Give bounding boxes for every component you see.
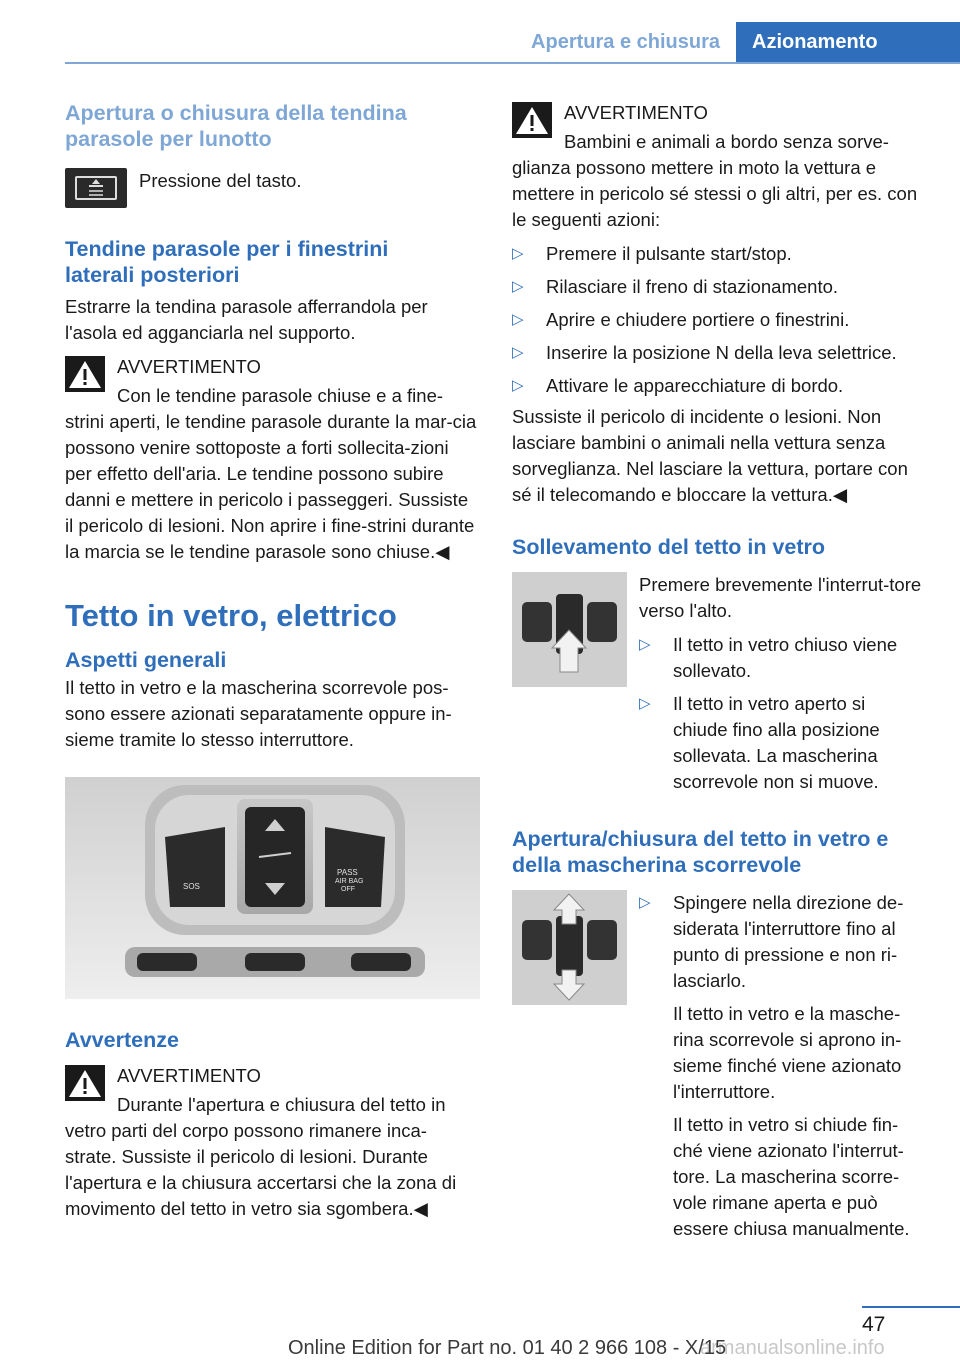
photo-sos-label: SOS: [183, 882, 200, 891]
warning-2-title: AVVERTIMENTO: [117, 1065, 261, 1086]
warning-triangle-icon: [512, 102, 552, 138]
warning-2-text: Durante l'apertura e chiusura del tetto in vetro parti del corpo possono rimanere inca-strate. Sussiste il pericolo di lesioni. Durante l'apertura e la chiusura accertarsi che la zona di movimento del tetto in vetro sia sgombera.◀: [65, 1094, 457, 1219]
page-number: 47: [862, 1313, 886, 1336]
risk-text: Sussiste il pericolo di incidente o lesioni. Non lasciare bambini o animali nella vettura senza sorveglianza. Nel lasciare la vettura, portare con sé il telecomando e bloccare la vettura.◀: [512, 406, 908, 505]
warning-3-text: Bambini e animali a bordo senza sorve-glianza possono mettere in moto la vettura e mettere in pericolo sé stessi o gli altri, per es. con le seguenti azioni:: [512, 131, 918, 230]
header-rule: [65, 62, 960, 64]
warning-triangle-icon: [65, 1065, 105, 1101]
list-item: ▷ Spingere nella direzione de-siderata l'interruttore fino al punto di pressione e non ri-lasciarlo.: [639, 892, 904, 991]
heading-glass-roof: Tetto in vetro, elettrico: [65, 598, 397, 633]
close-text: Il tetto in vetro si chiude fin-ché viene azionato l'interrut-tore. La mascherina scorre-vole rimane aperta e può essere chiusa manualmente.: [673, 1114, 910, 1239]
roof-switch-photo: [65, 777, 480, 999]
warning-1-text: Con le tendine parasole chiuse e a fine-strini aperti, le tendine parasole durante la mar-cia possono venire sottoposte a forti sollecita-zioni per effetto dell'aria. Le tendine possono subire danni e mettere in pericolo i passeggeri. Sussiste il pericolo di lesioni. Non aprire i fine-strini durante la marcia se le tendine parasole sono chiuse.◀: [65, 385, 477, 562]
heading-rear-window-blind: Apertura o chiusura della tendina parasole per lunotto: [65, 101, 407, 151]
list-item: ▷ Il tetto in vetro chiuso viene sollevato.: [639, 634, 898, 681]
press-instruction: Pressione del tasto.: [139, 170, 302, 191]
general-aspects-text: Il tetto in vetro e la mascherina scorrevole pos-sono essere azionati separatamente oppure in-sieme tramite lo stesso interruttore.: [65, 677, 452, 750]
watermark: armanualsonline.info: [700, 1337, 885, 1359]
header-section-title: Apertura e chiusura: [531, 31, 720, 53]
footer-rule: [862, 1306, 960, 1308]
warning-1-title: AVVERTIMENTO: [117, 356, 261, 377]
heading-raise-roof: Sollevamento del tetto in vetro: [512, 535, 825, 559]
warning-block-2: [65, 1063, 478, 1222]
open-close-section: [512, 890, 924, 1242]
warning-block-3: [512, 100, 924, 233]
warning-block-1: [65, 354, 478, 565]
photo-pass-label: PASS: [337, 868, 358, 877]
side-blinds-text: Estrarre la tendina parasole afferrandola per l'asola ed agganciarla nel supporto.: [65, 296, 428, 343]
left-column: [65, 100, 478, 1222]
heading-open-close-roof: Apertura/chiusura del tetto in vetro e della mascherina scorrevole: [512, 827, 889, 877]
edition-text: Online Edition for Part no. 01 40 2 966 108 - X/15: [288, 1337, 727, 1359]
list-item: ▷ Rilasciare il freno di stazionamento.: [512, 276, 839, 297]
sunblind-button-icon: [65, 168, 127, 208]
warning-triangle-icon: [65, 356, 105, 392]
actions-list: [512, 241, 924, 399]
button-row: [65, 168, 478, 208]
heading-general-aspects: Aspetti generali: [65, 648, 227, 672]
open-close-list: [639, 890, 924, 994]
list-item: ▷ Attivare le apparecchiature di bordo.: [512, 375, 844, 396]
raise-roof-list: [639, 632, 924, 795]
heading-warnings: Avvertenze: [65, 1028, 179, 1052]
raise-roof-section: [512, 572, 924, 802]
raise-roof-instruction: Premere brevemente l'interrut-tore verso l'alto.: [639, 574, 922, 621]
open-text: Il tetto in vetro e la masche-rina scorrevole si aprono in-sieme finché viene azionato l'interruttore.: [673, 1003, 902, 1102]
photo-airbag-label: AIR BAG: [335, 878, 364, 885]
list-item: ▷ Inserire la posizione N della leva selettrice.: [512, 342, 897, 363]
header-tab-azionamento[interactable]: Azionamento: [736, 22, 960, 64]
warning-3-title: AVVERTIMENTO: [564, 102, 708, 123]
heading-side-window-blinds: Tendine parasole per i finestrini laterali posteriori: [65, 237, 389, 287]
right-column: [512, 100, 924, 1242]
photo-off-label: OFF: [341, 886, 355, 893]
switch-up-photo: [512, 572, 627, 687]
switch-both-photo: [512, 890, 627, 1005]
list-item: ▷ Il tetto in vetro aperto si chiude fino alla posizione sollevata. La mascherina scorrevole non si muove.: [639, 693, 880, 792]
list-item: ▷ Premere il pulsante start/stop.: [512, 243, 792, 264]
list-item: ▷ Aprire e chiudere portiere o finestrini.: [512, 309, 850, 330]
